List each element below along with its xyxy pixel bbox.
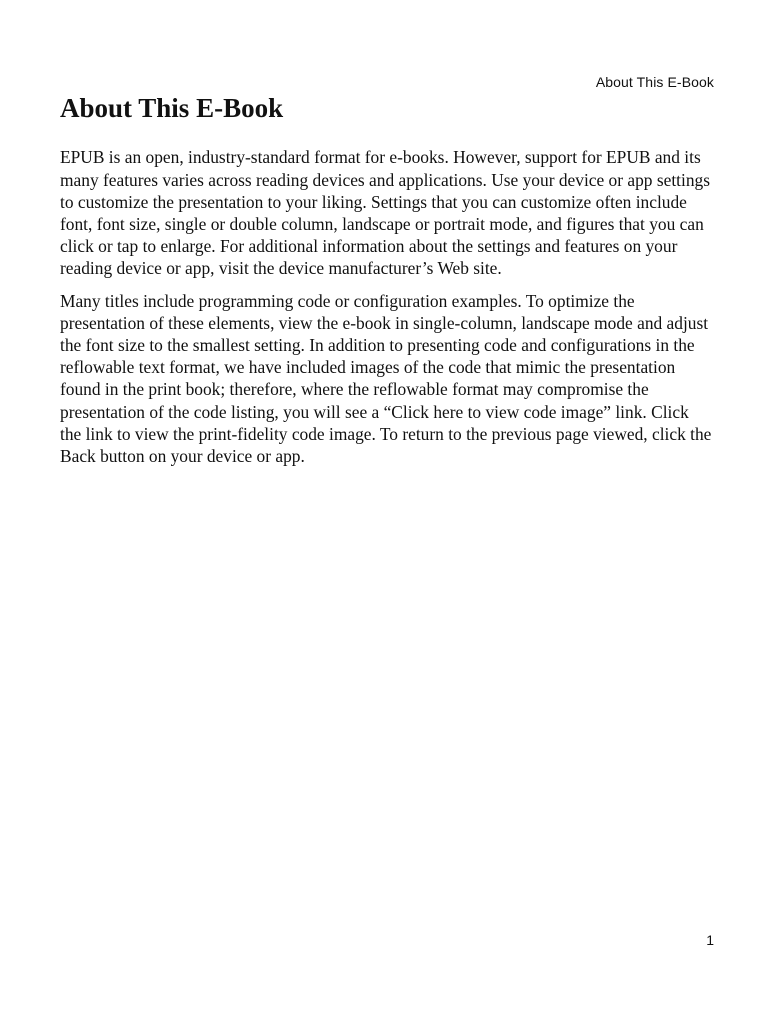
page-content [60, 92, 712, 477]
body-paragraph: EPUB is an open, industry-standard format for e-books. However, support for EPUB and its many features varies across reading devices and applications. Use your device or app settings to customize the presentation to your liking. Settings that you can customize often include font, font size, single or double column, landscape or portrait mode, and figures that you can click or tap to enlarge. For additional information about the settings and features on your reading device or app, visit the device manufacturer’s Web site. [60, 147, 710, 279]
body-paragraph: Many titles include programming code or configuration examples. To optimize the presentation of these elements, view the e-book in single-column, landscape mode and adjust the font size to the smallest setting. In addition to presenting code and configurations in the reflowable text format, we have included images of the code that mimic the presentation found in the print book; therefore, where the reflowable format may compromise the presentation of the code listing, you will see a “Click here to view code image” link. Click the link to view the print-fidelity code image. To return to the previous page viewed, click the Back button on your device or app. [60, 290, 712, 467]
page-title: About This E-Book [60, 93, 284, 123]
running-header: About This E-Book [595, 74, 714, 90]
page-number: 1 [706, 932, 714, 948]
